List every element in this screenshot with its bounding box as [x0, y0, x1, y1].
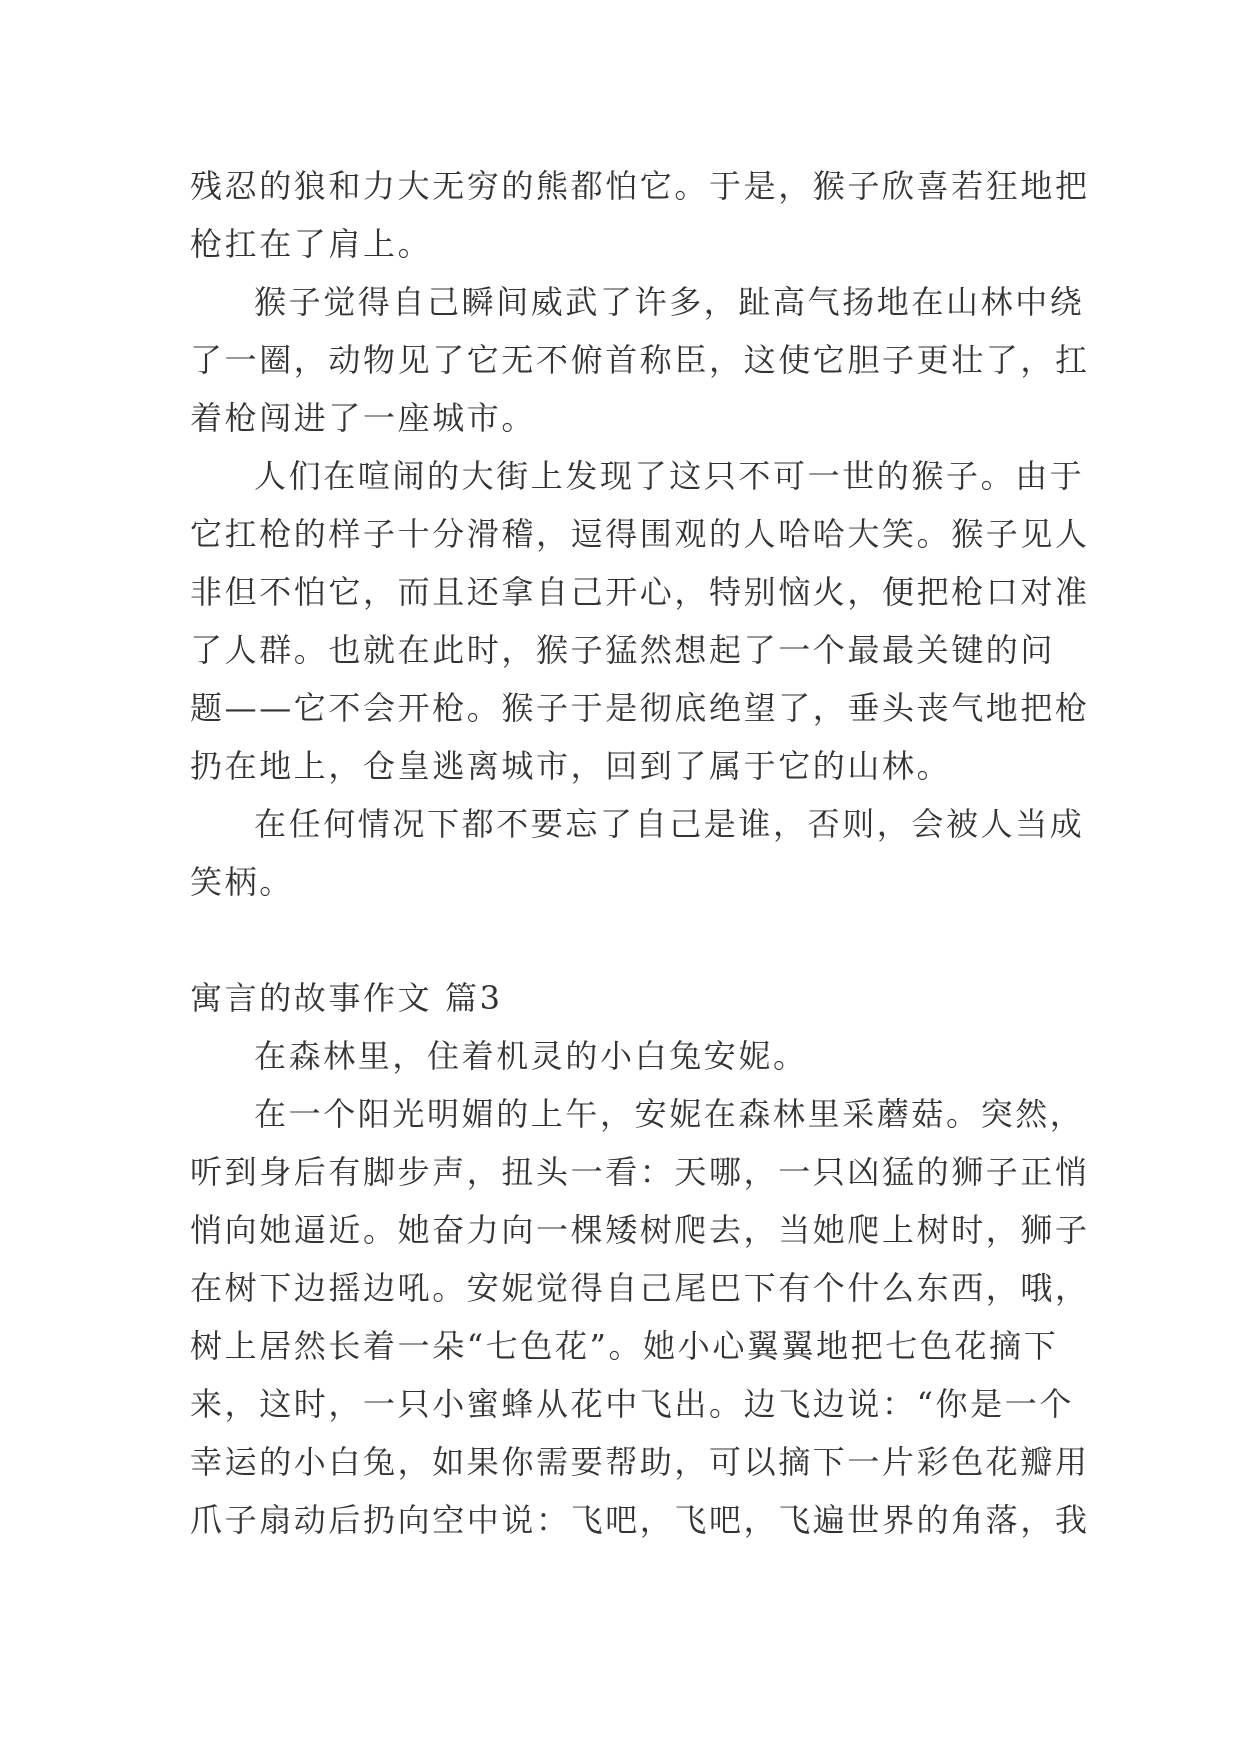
text-line: 笑柄。 [190, 863, 294, 901]
paragraph-start-line: 人们在喧闹的大街上发现了这只不可一世的猴子。由于 [254, 457, 1085, 495]
paragraph-start-line: 在一个阳光明媚的上午，安妮在森林里采蘑菇。突然， [254, 1095, 1085, 1133]
text-line: 幸运的小白兔，如果你需要帮助，可以摘下一片彩色花瓣用 [190, 1443, 1090, 1481]
text-line: 着枪闯进了一座城市。 [190, 399, 537, 437]
text-line: 树上居然长着一朵“七色花”。她小心翼翼地把七色花摘下 [190, 1327, 1059, 1365]
text-line: 听到身后有脚步声，扭头一看：天哪，一只凶猛的狮子正悄 [190, 1153, 1090, 1191]
text-line: 题——它不会开枪。猴子于是彻底绝望了，垂头丧气地把枪 [190, 689, 1090, 727]
text-line: 它扛枪的样子十分滑稽，逗得围观的人哈哈大笑。猴子见人 [190, 515, 1090, 553]
section-heading: 寓言的故事作文 篇3 [190, 979, 503, 1017]
paragraph-start-line: 猴子觉得自己瞬间威武了许多，趾高气扬地在山林中绕 [254, 283, 1085, 321]
text-line: 了人群。也就在此时，猴子猛然想起了一个最最关键的问 [190, 631, 1056, 669]
text-line: 来，这时，一只小蜜蜂从花中飞出。边飞边说：“你是一个 [190, 1385, 1074, 1423]
text-line: 残忍的狼和力大无穷的熊都怕它。于是，猴子欣喜若狂地把 [190, 167, 1090, 205]
text-line: 悄向她逼近。她奋力向一棵矮树爬去，当她爬上树时，狮子 [190, 1211, 1090, 1249]
text-line: 爪子扇动后扔向空中说：飞吧，飞吧，飞遍世界的角落，我 [190, 1501, 1090, 1539]
paragraph-start-line: 在森林里，住着机灵的小白兔安妮。 [254, 1037, 808, 1075]
text-line: 枪扛在了肩上。 [190, 225, 433, 263]
paragraph-start-line: 在任何情况下都不要忘了自己是谁，否则，会被人当成 [254, 805, 1085, 843]
text-line: 非但不怕它，而且还拿自己开心，特别恼火，便把枪口对准 [190, 573, 1090, 611]
text-line: 了一圈，动物见了它无不俯首称臣，这使它胆子更壮了，扛 [190, 341, 1090, 379]
text-line: 在树下边摇边吼。安妮觉得自己尾巴下有个什么东西，哦， [190, 1269, 1090, 1307]
text-line: 扔在地上，仓皇逃离城市，回到了属于它的山林。 [190, 747, 952, 785]
document-body [190, 167, 1090, 1590]
